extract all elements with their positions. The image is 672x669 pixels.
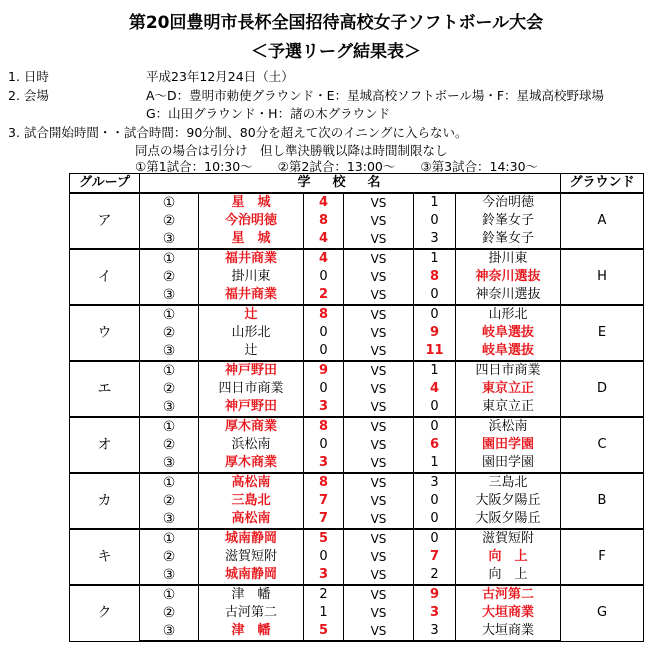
home-score: 7 <box>304 492 344 510</box>
away-score: 0 <box>414 529 456 548</box>
home-team: 星 城 <box>199 193 304 212</box>
ground-label: B <box>561 473 644 529</box>
table-row <box>70 492 644 510</box>
page-subtitle: ＜予選リーグ結果表＞ <box>251 42 421 62</box>
ground-label: E <box>561 305 644 361</box>
table-row <box>70 286 644 305</box>
away-team: 東京立正 <box>456 380 561 398</box>
away-score: 0 <box>414 417 456 436</box>
date-row <box>8 67 294 85</box>
away-team: 古河第二 <box>456 585 561 604</box>
ground-label: D <box>561 361 644 417</box>
venue-row <box>8 86 605 104</box>
game-number: ③ <box>140 398 199 417</box>
game-number: ① <box>140 529 199 548</box>
away-team: 今治明徳 <box>456 193 561 212</box>
away-score: 7 <box>414 548 456 566</box>
home-team: 城南静岡 <box>199 529 304 548</box>
table-row <box>70 193 644 212</box>
game-number: ③ <box>140 622 199 641</box>
venue-line-1: A〜D：豊明市勅使グラウンド・E：星城高校ソフトボール場・F：星城高校野球場 <box>146 88 605 103</box>
game-number: ② <box>140 604 199 622</box>
home-team: 三島北 <box>199 492 304 510</box>
group-name: カ <box>70 473 140 529</box>
home-team: 高松南 <box>199 510 304 529</box>
vs-label: VS <box>344 529 414 548</box>
away-score: 1 <box>414 249 456 268</box>
home-score: 0 <box>304 548 344 566</box>
home-score: 4 <box>304 230 344 249</box>
vs-label: VS <box>344 417 414 436</box>
home-score: 8 <box>304 212 344 230</box>
away-team: 向 上 <box>456 566 561 585</box>
table-row <box>70 529 644 548</box>
home-score: 0 <box>304 342 344 361</box>
vs-label: VS <box>344 212 414 230</box>
game-number: ③ <box>140 510 199 529</box>
away-team: 鈴峯女子 <box>456 212 561 230</box>
home-team: 掛川東 <box>199 268 304 286</box>
home-team: 福井商業 <box>199 249 304 268</box>
home-team: 厚木商業 <box>199 454 304 473</box>
time-line-3: ①第1試合：10:30〜 ②第2試合：13:00〜 ③第3試合：14:30〜 <box>135 159 539 174</box>
table-row <box>70 473 644 492</box>
header-school: 学校名 <box>140 174 561 194</box>
away-score: 2 <box>414 566 456 585</box>
game-number: ① <box>140 193 199 212</box>
table-row <box>70 566 644 585</box>
home-team: 神戸野田 <box>199 361 304 380</box>
game-number: ① <box>140 585 199 604</box>
header-ground: グラウンド <box>561 174 644 194</box>
results-body <box>70 193 644 641</box>
away-team: 大阪夕陽丘 <box>456 492 561 510</box>
home-team: 今治明徳 <box>199 212 304 230</box>
home-score: 7 <box>304 510 344 529</box>
away-score: 0 <box>414 510 456 529</box>
table-row <box>70 212 644 230</box>
group-name: ア <box>70 193 140 249</box>
group-name: ク <box>70 585 140 641</box>
away-team: 岐阜選抜 <box>456 324 561 342</box>
away-score: 4 <box>414 380 456 398</box>
home-score: 4 <box>304 193 344 212</box>
home-score: 4 <box>304 249 344 268</box>
away-score: 1 <box>414 193 456 212</box>
vs-label: VS <box>344 305 414 324</box>
home-team: 津 幡 <box>199 622 304 641</box>
vs-label: VS <box>344 230 414 249</box>
away-team: 東京立正 <box>456 398 561 417</box>
away-team: 四日市商業 <box>456 361 561 380</box>
away-team: 滋賀短附 <box>456 529 561 548</box>
home-team: 辻 <box>199 305 304 324</box>
time-line-2: 同点の場合は引分け 但し準決勝戦以降は時間制限なし <box>135 143 448 158</box>
date-label: 1. 日時 <box>8 69 49 84</box>
table-row <box>70 417 644 436</box>
table-row <box>70 268 644 286</box>
home-team: 辻 <box>199 342 304 361</box>
away-team: 鈴峯女子 <box>456 230 561 249</box>
vs-label: VS <box>344 436 414 454</box>
away-score: 1 <box>414 454 456 473</box>
vs-label: VS <box>344 398 414 417</box>
table-row <box>70 305 644 324</box>
away-score: 11 <box>414 342 456 361</box>
vs-label: VS <box>344 510 414 529</box>
away-score: 1 <box>414 361 456 380</box>
header-group: グループ <box>70 174 140 194</box>
home-team: 神戸野田 <box>199 398 304 417</box>
home-score: 0 <box>304 380 344 398</box>
away-score: 3 <box>414 622 456 641</box>
group-name: オ <box>70 417 140 473</box>
table-row <box>70 510 644 529</box>
away-team: 神奈川選抜 <box>456 268 561 286</box>
ground-label: C <box>561 417 644 473</box>
vs-label: VS <box>344 324 414 342</box>
home-score: 5 <box>304 622 344 641</box>
home-score: 0 <box>304 436 344 454</box>
away-team: 浜松南 <box>456 417 561 436</box>
game-number: ③ <box>140 454 199 473</box>
home-score: 9 <box>304 361 344 380</box>
game-number: ③ <box>140 286 199 305</box>
home-team: 津 幡 <box>199 585 304 604</box>
home-team: 福井商業 <box>199 286 304 305</box>
away-score: 8 <box>414 268 456 286</box>
vs-label: VS <box>344 361 414 380</box>
home-score: 8 <box>304 417 344 436</box>
game-number: ② <box>140 324 199 342</box>
vs-label: VS <box>344 193 414 212</box>
home-team: 浜松南 <box>199 436 304 454</box>
home-score: 8 <box>304 305 344 324</box>
away-team: 大阪夕陽丘 <box>456 510 561 529</box>
vs-label: VS <box>344 585 414 604</box>
results-table <box>69 173 644 642</box>
vs-label: VS <box>344 342 414 361</box>
table-row <box>70 342 644 361</box>
vs-label: VS <box>344 454 414 473</box>
home-team: 高松南 <box>199 473 304 492</box>
venue-line-2: G：山田グラウンド・H：諸の木グラウンド <box>146 106 391 121</box>
ground-label: A <box>561 193 644 249</box>
group-name: エ <box>70 361 140 417</box>
table-row <box>70 230 644 249</box>
game-number: ③ <box>140 342 199 361</box>
away-score: 3 <box>414 604 456 622</box>
ground-label: H <box>561 249 644 305</box>
game-number: ② <box>140 268 199 286</box>
table-row <box>70 548 644 566</box>
game-number: ① <box>140 417 199 436</box>
home-team: 四日市商業 <box>199 380 304 398</box>
home-score: 3 <box>304 398 344 417</box>
table-row <box>70 249 644 268</box>
table-row <box>70 585 644 604</box>
home-score: 5 <box>304 529 344 548</box>
away-score: 0 <box>414 305 456 324</box>
home-team: 城南静岡 <box>199 566 304 585</box>
away-score: 0 <box>414 398 456 417</box>
game-number: ② <box>140 380 199 398</box>
game-number: ② <box>140 212 199 230</box>
vs-label: VS <box>344 249 414 268</box>
game-number: ③ <box>140 566 199 585</box>
away-team: 園田学園 <box>456 436 561 454</box>
away-score: 3 <box>414 473 456 492</box>
group-name: イ <box>70 249 140 305</box>
game-number: ① <box>140 361 199 380</box>
home-score: 2 <box>304 286 344 305</box>
page-title: 第20回豊明市長杯全国招待高校女子ソフトボール大会 <box>128 13 544 33</box>
table-row <box>70 604 644 622</box>
vs-label: VS <box>344 492 414 510</box>
away-team: 岐阜選抜 <box>456 342 561 361</box>
home-team: 星 城 <box>199 230 304 249</box>
game-number: ① <box>140 249 199 268</box>
table-row <box>70 454 644 473</box>
away-team: 神奈川選抜 <box>456 286 561 305</box>
ground-label: G <box>561 585 644 641</box>
table-row <box>70 436 644 454</box>
vs-label: VS <box>344 268 414 286</box>
vs-label: VS <box>344 566 414 585</box>
header-row <box>70 174 644 194</box>
table-row <box>70 398 644 417</box>
table-row <box>70 622 644 641</box>
game-number: ③ <box>140 230 199 249</box>
away-score: 6 <box>414 436 456 454</box>
date-value: 平成23年12月24日（土） <box>146 69 294 84</box>
home-score: 1 <box>304 604 344 622</box>
vs-label: VS <box>344 473 414 492</box>
away-team: 山形北 <box>456 305 561 324</box>
vs-label: VS <box>344 286 414 305</box>
home-score: 0 <box>304 268 344 286</box>
away-score: 0 <box>414 286 456 305</box>
game-number: ② <box>140 492 199 510</box>
game-number: ② <box>140 548 199 566</box>
away-team: 掛川東 <box>456 249 561 268</box>
vs-label: VS <box>344 622 414 641</box>
time-label: 3. 試合開始時間・・試合時間：90分制、80分を超えて次のイニングに入らない。 <box>8 125 468 140</box>
away-team: 園田学園 <box>456 454 561 473</box>
home-team: 滋賀短附 <box>199 548 304 566</box>
table-row <box>70 361 644 380</box>
away-team: 向 上 <box>456 548 561 566</box>
away-score: 9 <box>414 324 456 342</box>
away-team: 三島北 <box>456 473 561 492</box>
venue-label: 2. 会場 <box>8 88 49 103</box>
game-number: ① <box>140 473 199 492</box>
away-score: 3 <box>414 230 456 249</box>
game-number: ② <box>140 436 199 454</box>
home-score: 2 <box>304 585 344 604</box>
vs-label: VS <box>344 380 414 398</box>
group-name: ウ <box>70 305 140 361</box>
table-row <box>70 324 644 342</box>
away-team: 大垣商業 <box>456 622 561 641</box>
away-score: 0 <box>414 492 456 510</box>
home-score: 8 <box>304 473 344 492</box>
home-score: 3 <box>304 566 344 585</box>
ground-label: F <box>561 529 644 585</box>
home-team: 古河第二 <box>199 604 304 622</box>
table-row <box>70 380 644 398</box>
vs-label: VS <box>344 548 414 566</box>
home-team: 厚木商業 <box>199 417 304 436</box>
away-score: 9 <box>414 585 456 604</box>
group-name: キ <box>70 529 140 585</box>
away-team: 大垣商業 <box>456 604 561 622</box>
home-team: 山形北 <box>199 324 304 342</box>
home-score: 0 <box>304 324 344 342</box>
vs-label: VS <box>344 604 414 622</box>
away-score: 0 <box>414 212 456 230</box>
home-score: 3 <box>304 454 344 473</box>
game-number: ① <box>140 305 199 324</box>
